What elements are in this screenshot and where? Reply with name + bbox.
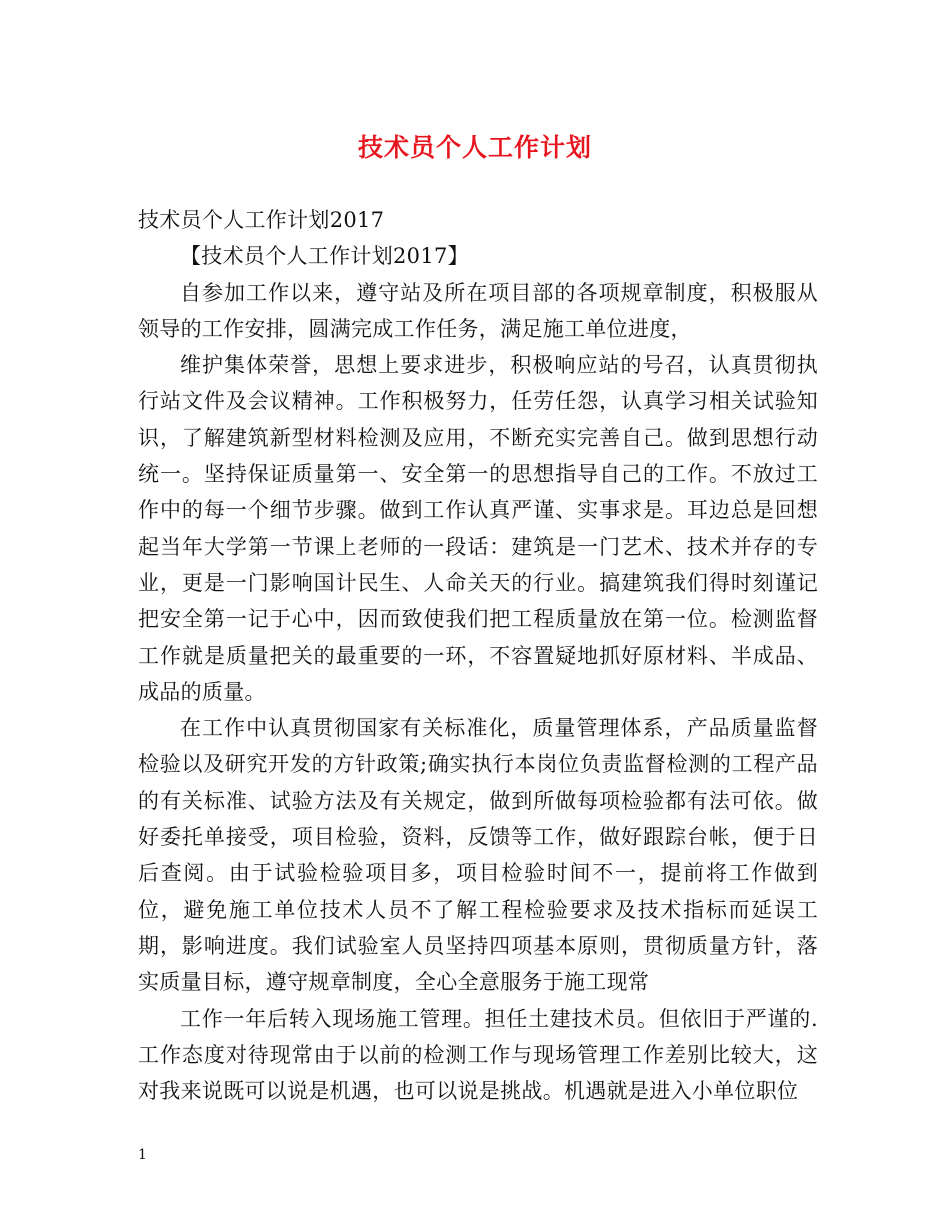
paragraph-subheading: 【技术员个人工作计划2017】 (180, 244, 469, 269)
page-number: 1 (138, 1147, 147, 1163)
paragraph-heading: 技术员个人工作计划2017 (138, 208, 385, 232)
document-title: 技术员个人工作计划 (357, 133, 592, 162)
paragraph: 在工作中认真贯彻国家有关标准化，质量管理体系，产品质量监督检验以及研究开发的方针政策;确实执行本岗位负责监督检测的工程产品的有关标准、试验方法及有关规定，做到所做每项检验都有法可依。做好委托单接受，项目检验，资料，反馈等工作，做好跟踪台帐，便于日后查阅。由于试验检验项目多，项目检验时间不一，提前将工作做到位，避免施工单位技术人员不了解工程检验要求及技术指标而延误工期，影响进度。我们试验室人员坚持四项基本原则，贯彻质量方针，落实质量目标，遵守规章制度，全心全意服务于施工现常 (138, 716, 818, 995)
document-body (138, 202, 818, 1109)
paragraph: 工作一年后转入现场施工管理。担任土建技术员。但依旧于严谨的.工作态度对待现常由于以前的检测工作与现场管理工作差别比较大，这对我来说既可以说是机遇，也可以说是挑战。机遇就是进入小单位职位 (138, 1006, 818, 1104)
paragraph: 自参加工作以来，遵守站及所在项目部的各项规章制度，积极服从领导的工作安排，圆满完成工作任务，满足施工单位进度， (138, 280, 818, 341)
paragraph: 维护集体荣誉，思想上要求进步，积极响应站的号召，认真贯彻执行站文件及会议精神。工作积极努力，任劳任怨，认真学习相关试验知识，了解建筑新型材料检测及应用，不断充实完善自己。做到思想行动统一。坚持保证质量第一、安全第一的思想指导自己的工作。不放过工作中的每一个细节步骤。做到工作认真严谨、实事求是。耳边总是回想起当年大学第一节课上老师的一段话：建筑是一门艺术、技术并存的专业，更是一门影响国计民生、人命关天的行业。搞建筑我们得时刻谨记把安全第一记于心中，因而致使我们把工程质量放在第一位。检测监督工作就是质量把关的最重要的一环，不容置疑地抓好原材料、半成品、成品的质量。 (138, 353, 818, 704)
